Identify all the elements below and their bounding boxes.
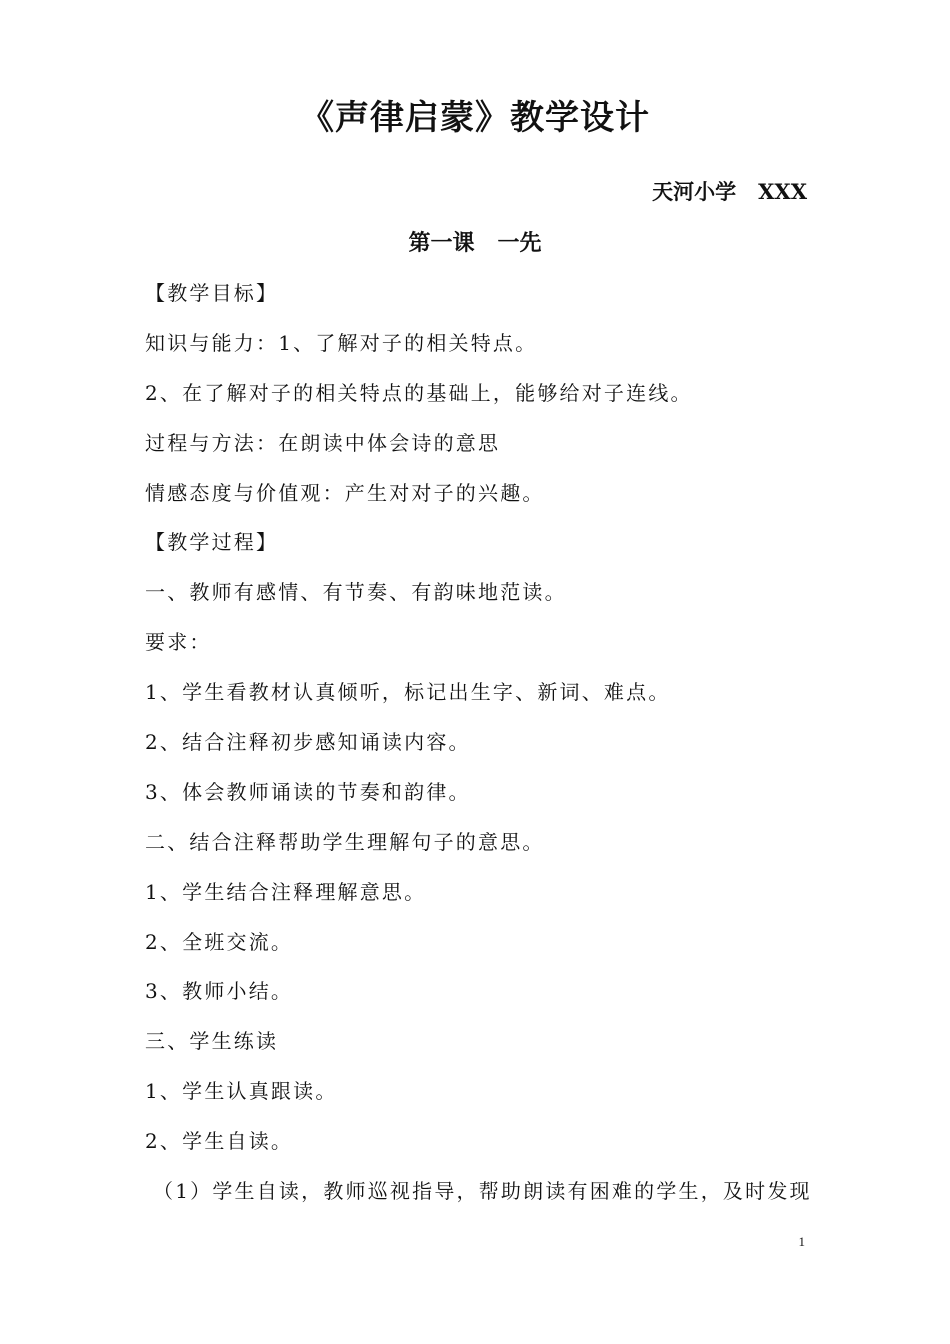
paragraph-line: 2、学生自读。 <box>145 1129 294 1154</box>
section-heading-objectives: 【教学目标】 <box>145 281 279 305</box>
author-school: 天河小学 <box>652 179 737 204</box>
author-name: XXX <box>758 179 807 204</box>
paragraph-line: 过程与方法：在朗读中体会诗的意思 <box>145 430 501 455</box>
paragraph-line: （1）学生自读，教师巡视指导，帮助朗读有困难的学生，及时发现 <box>153 1179 812 1204</box>
paragraph-line: 2、全班交流。 <box>145 929 294 954</box>
paragraph-line: 要求： <box>145 630 212 655</box>
lesson-heading: 第一课 一先 <box>408 230 542 256</box>
paragraph-line: 1、学生看教材认真倾听，标记出生字、新词、难点。 <box>145 680 671 705</box>
page-number: 1 <box>798 1234 805 1249</box>
paragraph-line: 三、学生练读 <box>145 1029 279 1054</box>
paragraph-line: 2、结合注释初步感知诵读内容。 <box>145 730 471 755</box>
paragraph-line: 3、体会教师诵读的节奏和韵律。 <box>145 779 471 804</box>
paragraph-line: 2、在了解对子的相关特点的基础上，能够给对子连线。 <box>145 380 693 405</box>
paragraph-line: 1、学生认真跟读。 <box>145 1079 338 1104</box>
document-title: 《声律启蒙》教学设计 <box>300 98 650 138</box>
paragraph-line: 知识与能力：1、了解对子的相关特点。 <box>145 330 538 355</box>
paragraph-line: 二、结合注释帮助学生理解句子的意思。 <box>145 829 545 854</box>
paragraph-line: 情感态度与价值观：产生对对子的兴趣。 <box>145 480 545 505</box>
paragraph-line: 1、学生结合注释理解意思。 <box>145 879 427 904</box>
paragraph-line: 3、教师小结。 <box>145 979 294 1004</box>
section-heading-process: 【教学过程】 <box>145 530 279 555</box>
author-line <box>652 176 807 208</box>
document-body <box>145 276 815 1224</box>
paragraph-line: 一、教师有感情、有节奏、有韵味地范读。 <box>145 580 567 605</box>
